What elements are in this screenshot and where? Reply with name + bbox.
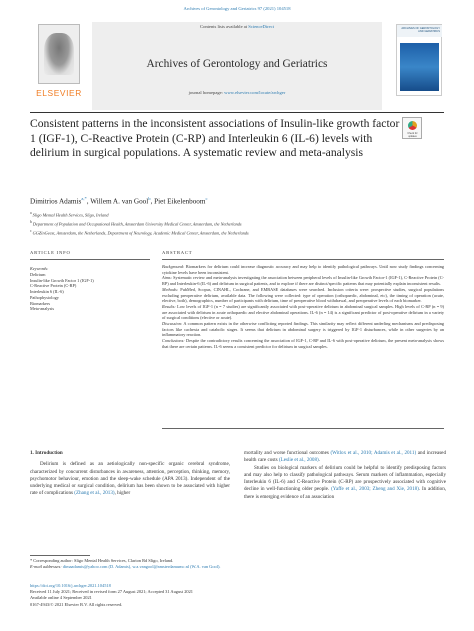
keyword: Delirium <box>30 272 46 277</box>
email-line: E-mail addresses: dimaadamis@yahoo.com (D. Adamis), w.a.vangool@amsterdamumc.nl (W.A. van Gool). <box>30 564 221 570</box>
cover-art <box>400 43 439 91</box>
journal-masthead <box>30 22 444 110</box>
abstract-heading: ABSTRACT <box>162 250 193 255</box>
author-name[interactable]: Willem A. van Gool <box>90 197 149 206</box>
keyword: C-Reactive Protein (C-RP) <box>30 283 77 289</box>
author-name[interactable]: Dimitrios Adamis <box>30 197 82 206</box>
citation-link[interactable]: (Zhang et al., 2013) <box>74 490 115 497</box>
keywords-label: Keywords: <box>30 266 49 271</box>
abstract-paragraph: Results: Low levels of IGF-1 (n = 7 studies) are significantly associated with post-operative delirium in abdominal surgical samples. High levels of C-RP (n = 9) are associated with delirium in acute orthopaedic and elective abdominal operations. IL-6 (n = 14) is a significant predictor of post-operative delirium in a variety of surgical conditions (elective or acute). <box>162 303 444 321</box>
journal-title: Archives of Gerontology and Geriatrics <box>146 58 328 70</box>
abstract-paragraph: Conclusions: Despite the contradictory results concerning the association of IGF-1, C-RP and IL-6 with post-operative delirium, the present meta-analysis shows that there are certain patterns. IL-6 seems a consistent predictor for delirium in surgical samples. <box>162 338 444 349</box>
homepage-link[interactable]: www.elsevier.com/locate/archger <box>224 90 286 95</box>
body-paragraph: mortality and worse functional outcomes (Witlox et al., 2010; Adamis et al., 2011) and increased health care costs (Leslie et al., 2008). <box>244 450 446 464</box>
footnotes <box>30 558 290 570</box>
elsevier-logo <box>30 22 88 110</box>
homepage-line: journal homepage: www.elsevier.com/locate/archger <box>188 90 286 95</box>
keyword: Biomarkers <box>30 300 51 306</box>
author-name[interactable]: Piet Eikelenboom <box>154 197 206 206</box>
keyword-list <box>30 272 150 312</box>
keyword: Meta-analysis <box>30 306 55 312</box>
masthead-center <box>92 22 382 110</box>
received-dates: Received 11 July 2021; Received in revised form 27 August 2021; Accepted 31 August 2021 <box>30 589 193 595</box>
footnote-divider <box>30 555 90 556</box>
corresponding-author-note: * Corresponding author: Sligo Mental Health Services, Clarion Rd Sligo, Ireland. <box>30 558 174 563</box>
article-info-heading: ARTICLE INFO <box>30 250 71 255</box>
running-header <box>0 6 474 11</box>
copyright: 0167-4943/© 2021 Elsevier B.V. All rights reserved. <box>30 601 123 607</box>
publisher-name: ELSEVIER <box>36 88 82 98</box>
keyword: Interleukin 6 (IL-6) <box>30 289 64 295</box>
abstract-paragraph: Discussion: A common pattern exists in the otherwise conflicting reported findings. This similarity may reflect different underling mechanisms and predisposing factors like cachexia and catabolic stages. It seems that delirium in abdominal surgery is triggered by IGF-1 disturbances, while in other surgeries by an inflammatory reaction. <box>162 321 444 338</box>
contents-line: Contents lists available at ScienceDirect <box>200 24 274 29</box>
abstract-paragraph: Methods: PubMed, Scopus, CINAHL, Cochrane, and EMBASE databases were searched. Inclusion criteria were: prospective studies, surgical populations excluding preoperative delirium, available data. The following were collected: type of operation (orthopaedic, abdominal, etc), the timing of operation (acute, elective, both), demographics, number of participants with delirium, time of preoperative blood withdrawal, and preoperative levels of each biomarker. <box>162 286 444 304</box>
email-links[interactable]: dimaadamis@yahoo.com (D. Adamis), w.a.vangool@amsterdamumc.nl (W.A. van Gool). <box>62 564 221 570</box>
journal-cover-image <box>396 24 442 96</box>
abstract-paragraph: Aims: Systematic review and meta-analysis investigating the association between peripheral levels of Insulin-like Growth Factor-1 (IGF-1), C-Reactive Protein (C-RP) and Interleukin-6 (IL-6) and delirium in surgical patients, and to explore if there are distinct/specific patterns that may potentially explain inconsistent results. <box>162 275 444 287</box>
abstract-body <box>162 264 444 350</box>
running-header-link[interactable]: Archives of Gerontology and Geriatrics 97 (2021) 104518 <box>183 6 291 11</box>
keyword: Insulin-like Growth Factor 1 (IGF-1) <box>30 277 94 283</box>
divider <box>162 428 444 429</box>
author-list: Dimitrios Adamis$^{a,*}$, Willem A. van Gool$^b$, Piet Eikelenboom$^c$ <box>30 196 208 206</box>
affiliation: $^b$ Department of Population and Occupational Health, Amsterdam University Medical Center, Amsterdam, the Netherlands <box>30 219 242 227</box>
body-right-column <box>244 450 446 501</box>
section-heading: 1. Introduction <box>30 450 63 456</box>
check-for-updates-badge[interactable]: Check for updates <box>402 117 422 139</box>
divider <box>162 259 444 260</box>
citation-link[interactable]: (Witlox et al., 2010; Adamis et al., 2011) <box>330 450 417 456</box>
available-online: Available online 4 September 2021 <box>30 595 92 601</box>
body-paragraph: Studies on biological markers of delirium could be helpful to identify predisposing factors and may also help to classify pathological pathways. Serum markers of inflammation, especially Interleukin 6 (IL-6) and C-Reactive Protein (C-RP) are prospectively associated with cognitive decline in well-functioning older people. (Yaffe et al., 2003; Zheng and Xie, 2018). In addition, there is emerging evidence of an association <box>244 464 447 500</box>
update-icon <box>408 121 417 130</box>
article-title: Consistent patterns in the inconsistent associations of Insulin-like growth factor 1 (IGF-1), C-Reactive Protein (C-RP) and Interleukin 6 (IL-6) levels with delirium in surgical populations. A systematic review and meta-analysis <box>30 117 400 160</box>
divider <box>30 259 150 260</box>
body-left-column <box>30 450 230 498</box>
affiliations <box>30 210 450 236</box>
abstract-paragraph: Background: Biomarkers for delirium could increase diagnostic accuracy and may help to identify pathological pathways. Until now study findings concerning cytokine levels have been inconsistent. <box>162 264 444 275</box>
elsevier-tree-icon <box>38 24 80 84</box>
cover-title: ARCHIVES OF GERONTOLOGY AND GERIATRICS <box>401 27 440 34</box>
doi-link[interactable]: https://doi.org/10.1016/j.archger.2021.104518 <box>30 583 111 588</box>
masthead-rule <box>30 112 444 113</box>
publication-info <box>30 583 330 608</box>
citation-link[interactable]: (Leslie et al., 2008) <box>278 457 319 464</box>
body-paragraph: Delirium is defined as an aetiologically non-specific organic cerebral syndrome, characterized by concurrent disturbances in awareness, attention, perception, thinking, memory, psychomotor behaviour, emotion and the sleep-wake schedule (APA 2013). Independent of the underlying medical or surgical condition, delirium has been shown to be associated with higher rate of complications (Zhang et al., 2013), higher <box>30 461 230 497</box>
citation-link[interactable]: (Yaffe et al., 2003; Zheng and Xie, 2018) <box>331 486 419 493</box>
sciencedirect-link[interactable]: ScienceDirect <box>248 24 274 29</box>
affiliation: $^a$ Sligo Mental Health Services, Sligo, Ireland <box>30 211 109 218</box>
keyword: Pathophysiology <box>30 294 59 300</box>
affiliation: $^c$ GGZinGeest, Amsterdam, the Netherlands, Department of Neurology, Academic Medical Center, Amsterdam, the Netherlands <box>30 228 249 236</box>
